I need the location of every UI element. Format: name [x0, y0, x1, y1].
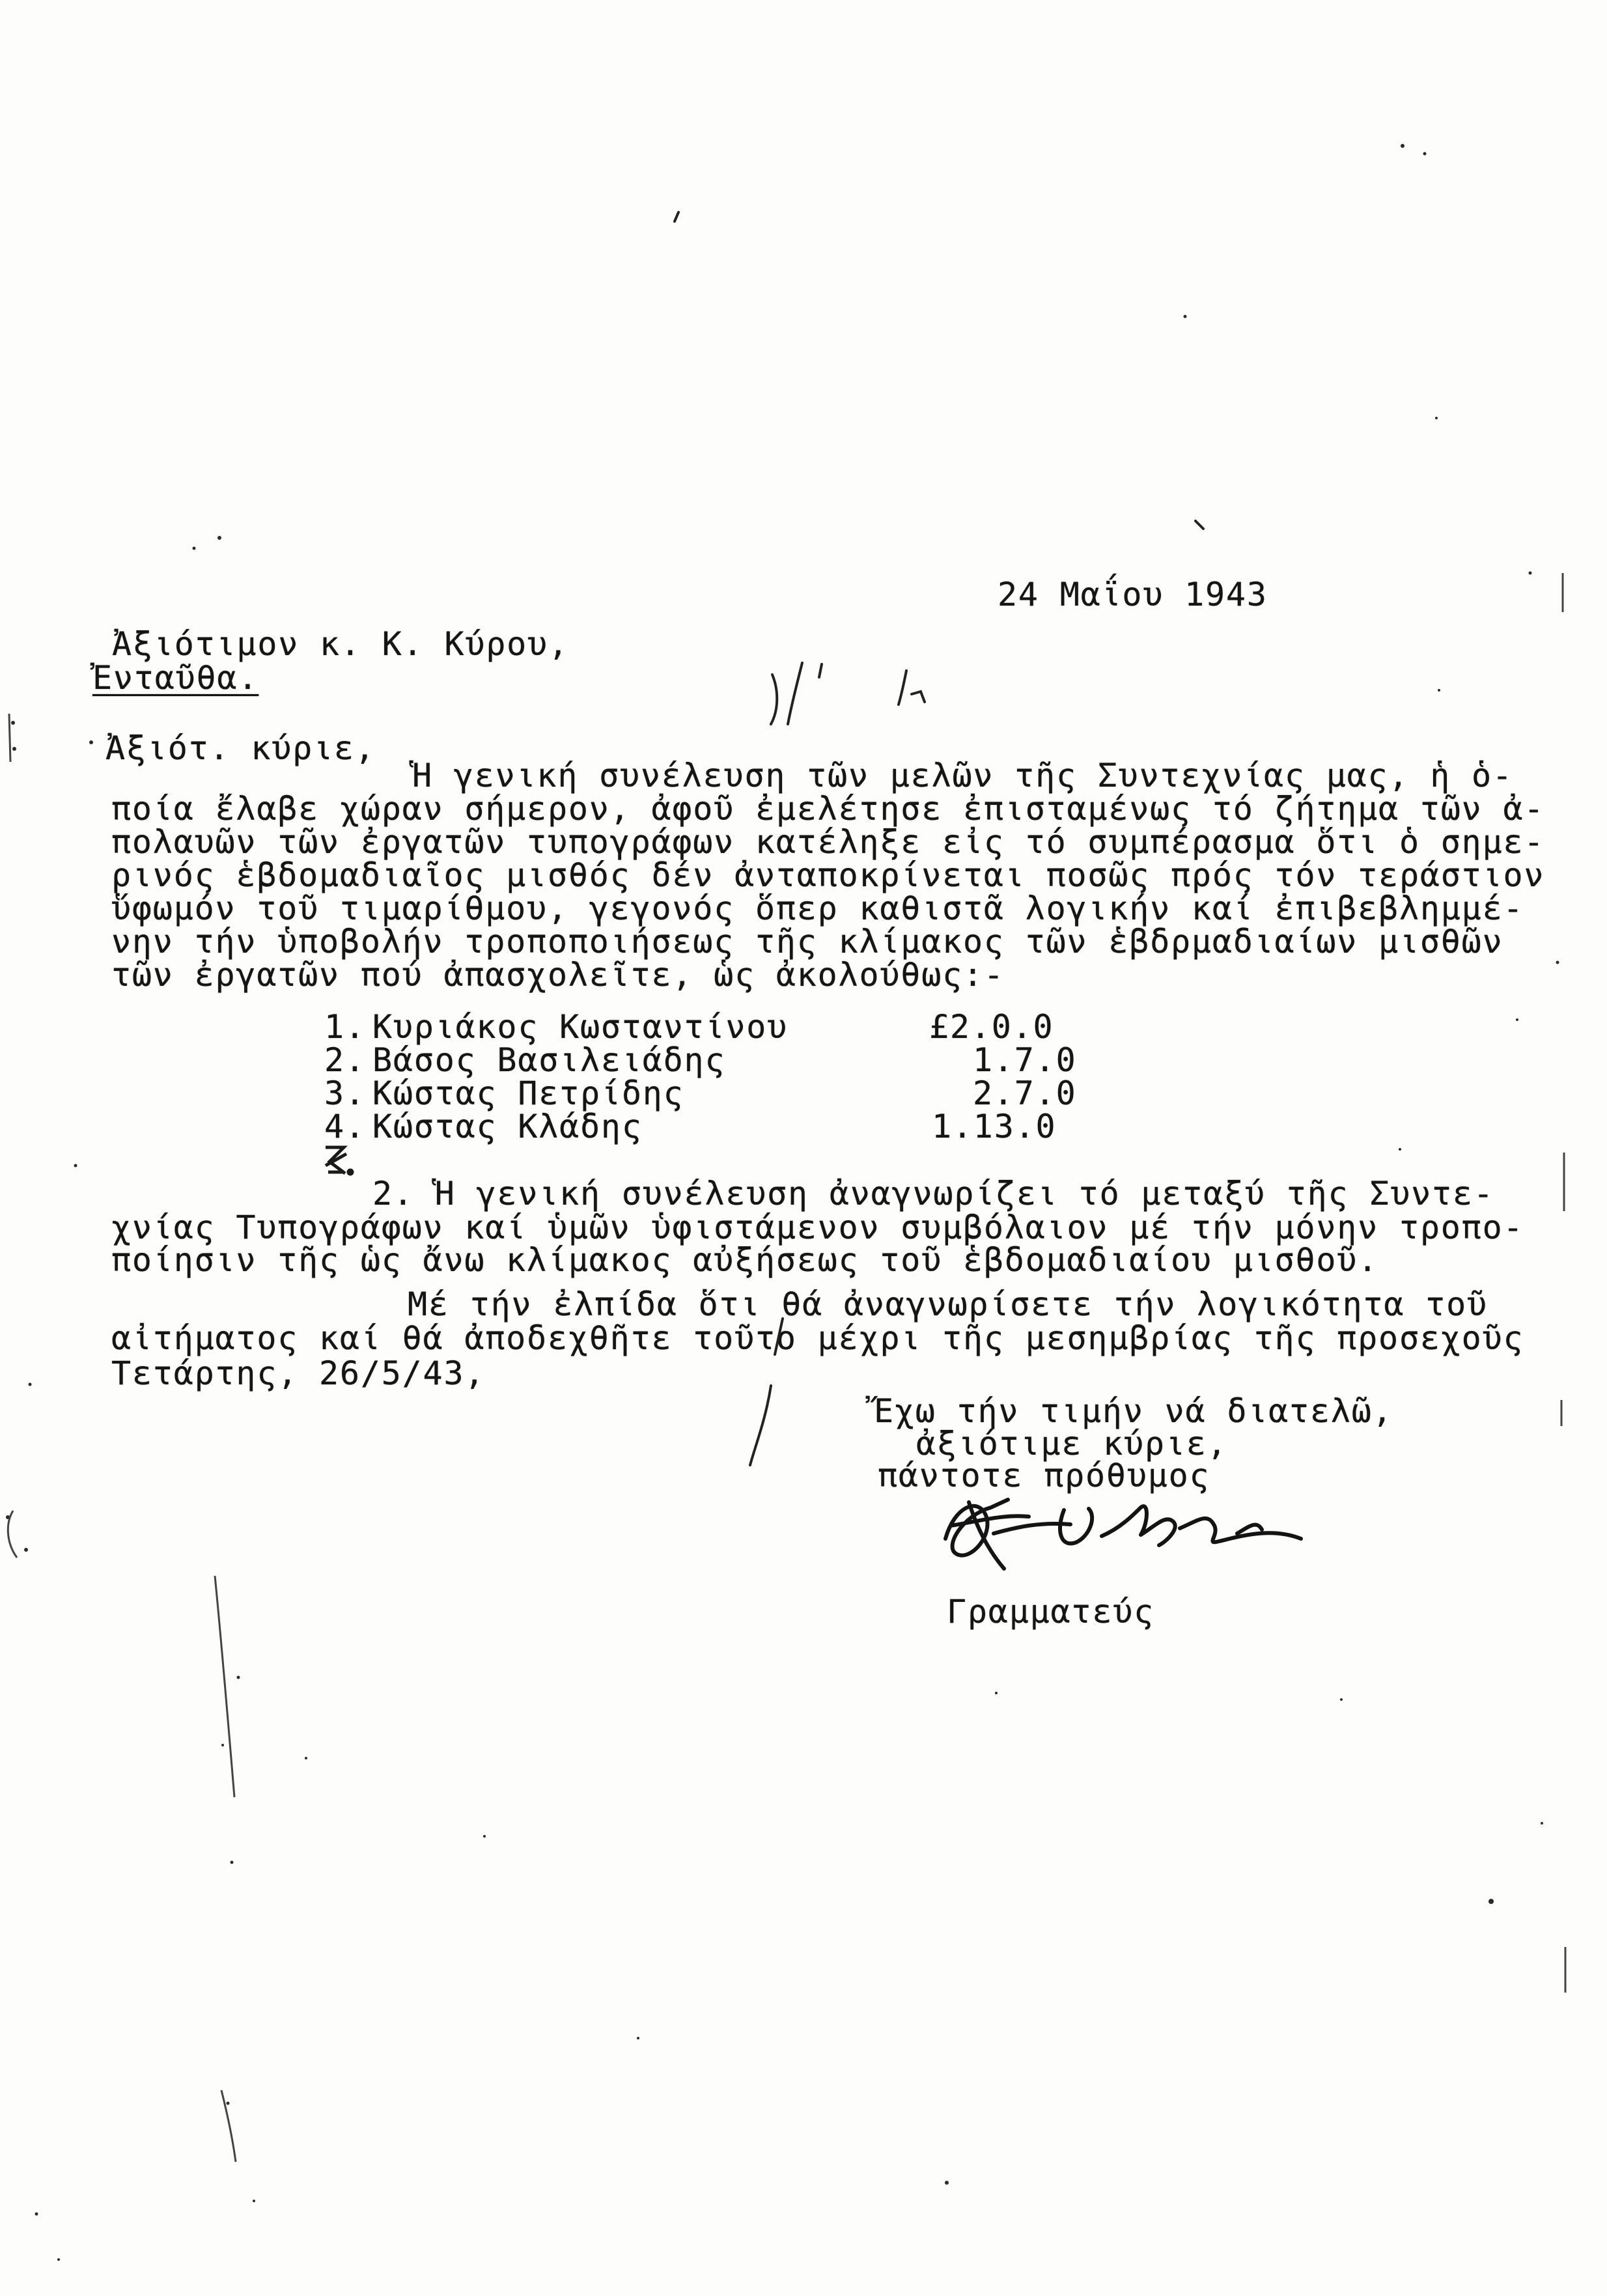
salutation: Ἀξιότ. κύριε, — [105, 729, 376, 767]
closing-line: ἀξιότιμε κύριε, — [916, 1425, 1228, 1463]
weekly-wage: 1.13.0 — [932, 1108, 1057, 1145]
item-number: 1. — [324, 1008, 366, 1046]
weekly-wage: £2.0.0 — [929, 1008, 1054, 1046]
overtyped-mark — [326, 1147, 352, 1174]
paragraph-line: χνίας Τυπογράφων καί ὑμῶν ὑφιστάμενον συμβόλαιον μέ τήν μόνην τροπο- — [111, 1209, 1524, 1246]
paragraph-line: Τετάρτης, 26/5/43, — [111, 1354, 486, 1392]
weekly-wage: 2.7.0 — [973, 1074, 1077, 1112]
paragraph-line: νην τήν ὑποβολήν τροποποιήσεως τῆς κλίμακος τῶν ἑβδρμαδιαίων μισθῶν — [111, 923, 1503, 960]
worker-name: Κυριάκος Κωσταντίνου — [372, 1008, 789, 1046]
paragraph-line: τῶν ἐργατῶν πού ἀπασχολεῖτε, ὡς ἀκολούθως:- — [111, 956, 1005, 994]
paragraph-line: ρινός ἑβδομαδιαῖος μισθός δέν ἀνταποκρίνεται ποσῶς πρός τόν τεράστιον — [111, 856, 1545, 894]
weekly-wage: 1.7.0 — [973, 1041, 1077, 1079]
letter-date: 24 Μαΐου 1943 — [998, 576, 1268, 613]
recipient-location: Ἐνταῦθα. — [92, 659, 259, 697]
paragraph-line: πολαυῶν τῶν ἐργατῶν τυπογράφων κατέληξε εἰς τό συμπέρασμα ὅτι ὁ σημε- — [111, 823, 1545, 861]
signatory-title: Γραμματεύς — [947, 1593, 1155, 1631]
paragraph-line: ποία ἔλαβε χώραν σήμερον, ἀφοῦ ἐμελέτησε ἐπισταμένως τό ζήτημα τῶν ἀ- — [111, 790, 1545, 828]
worker-name: Κώστας Κλάδης — [372, 1108, 643, 1145]
paragraph-line: αἰτήματος καί θά ἀποδεχθῆτε τοῦτο μέχρι τῆς μεσημβρίας τῆς προσεχοῦς — [111, 1319, 1524, 1357]
closing-line: Ἔχω τήν τιμήν νά διατελῶ, — [874, 1392, 1393, 1430]
paragraph-line: 2. Ἡ γενική συνέλευση ἀναγνωρίζει τό μεταξύ τῆς Συντε- — [372, 1175, 1494, 1212]
recipient-name: Ἀξιότιμον κ. Κ. Κύρου, — [112, 625, 569, 663]
signature — [931, 1488, 1309, 1579]
worker-name: Βάσος Βασιλειάδης — [372, 1041, 726, 1079]
paragraph-line: Μέ τήν ἐλπίδα ὅτι θά ἀναγνωρίσετε τήν λογικότητα τοῦ — [408, 1285, 1488, 1323]
closing-line: πάντοτε πρόθυμος — [878, 1457, 1210, 1494]
item-number: 3. — [324, 1074, 366, 1112]
paragraph-line: ποίησιν τῆς ὡς ἄνω κλίμακος αὐξήσεως τοῦ ἑβδομαδιαίου μισθοῦ. — [111, 1241, 1379, 1279]
paragraph-line: Ἡ γενική συνέλευση τῶν μελῶν τῆς Συντεχνίας μας, ἡ ὁ- — [412, 757, 1513, 794]
item-number: 4. — [324, 1108, 366, 1145]
item-number: 2. — [324, 1041, 366, 1079]
worker-name: Κώστας Πετρίδης — [372, 1074, 684, 1112]
paragraph-line: ὕφωμόν τοῦ τιμαρίθμου, γεγονός ὅπερ καθιστᾶ λογικήν καί ἐπιβεβλημμέ- — [111, 889, 1524, 927]
